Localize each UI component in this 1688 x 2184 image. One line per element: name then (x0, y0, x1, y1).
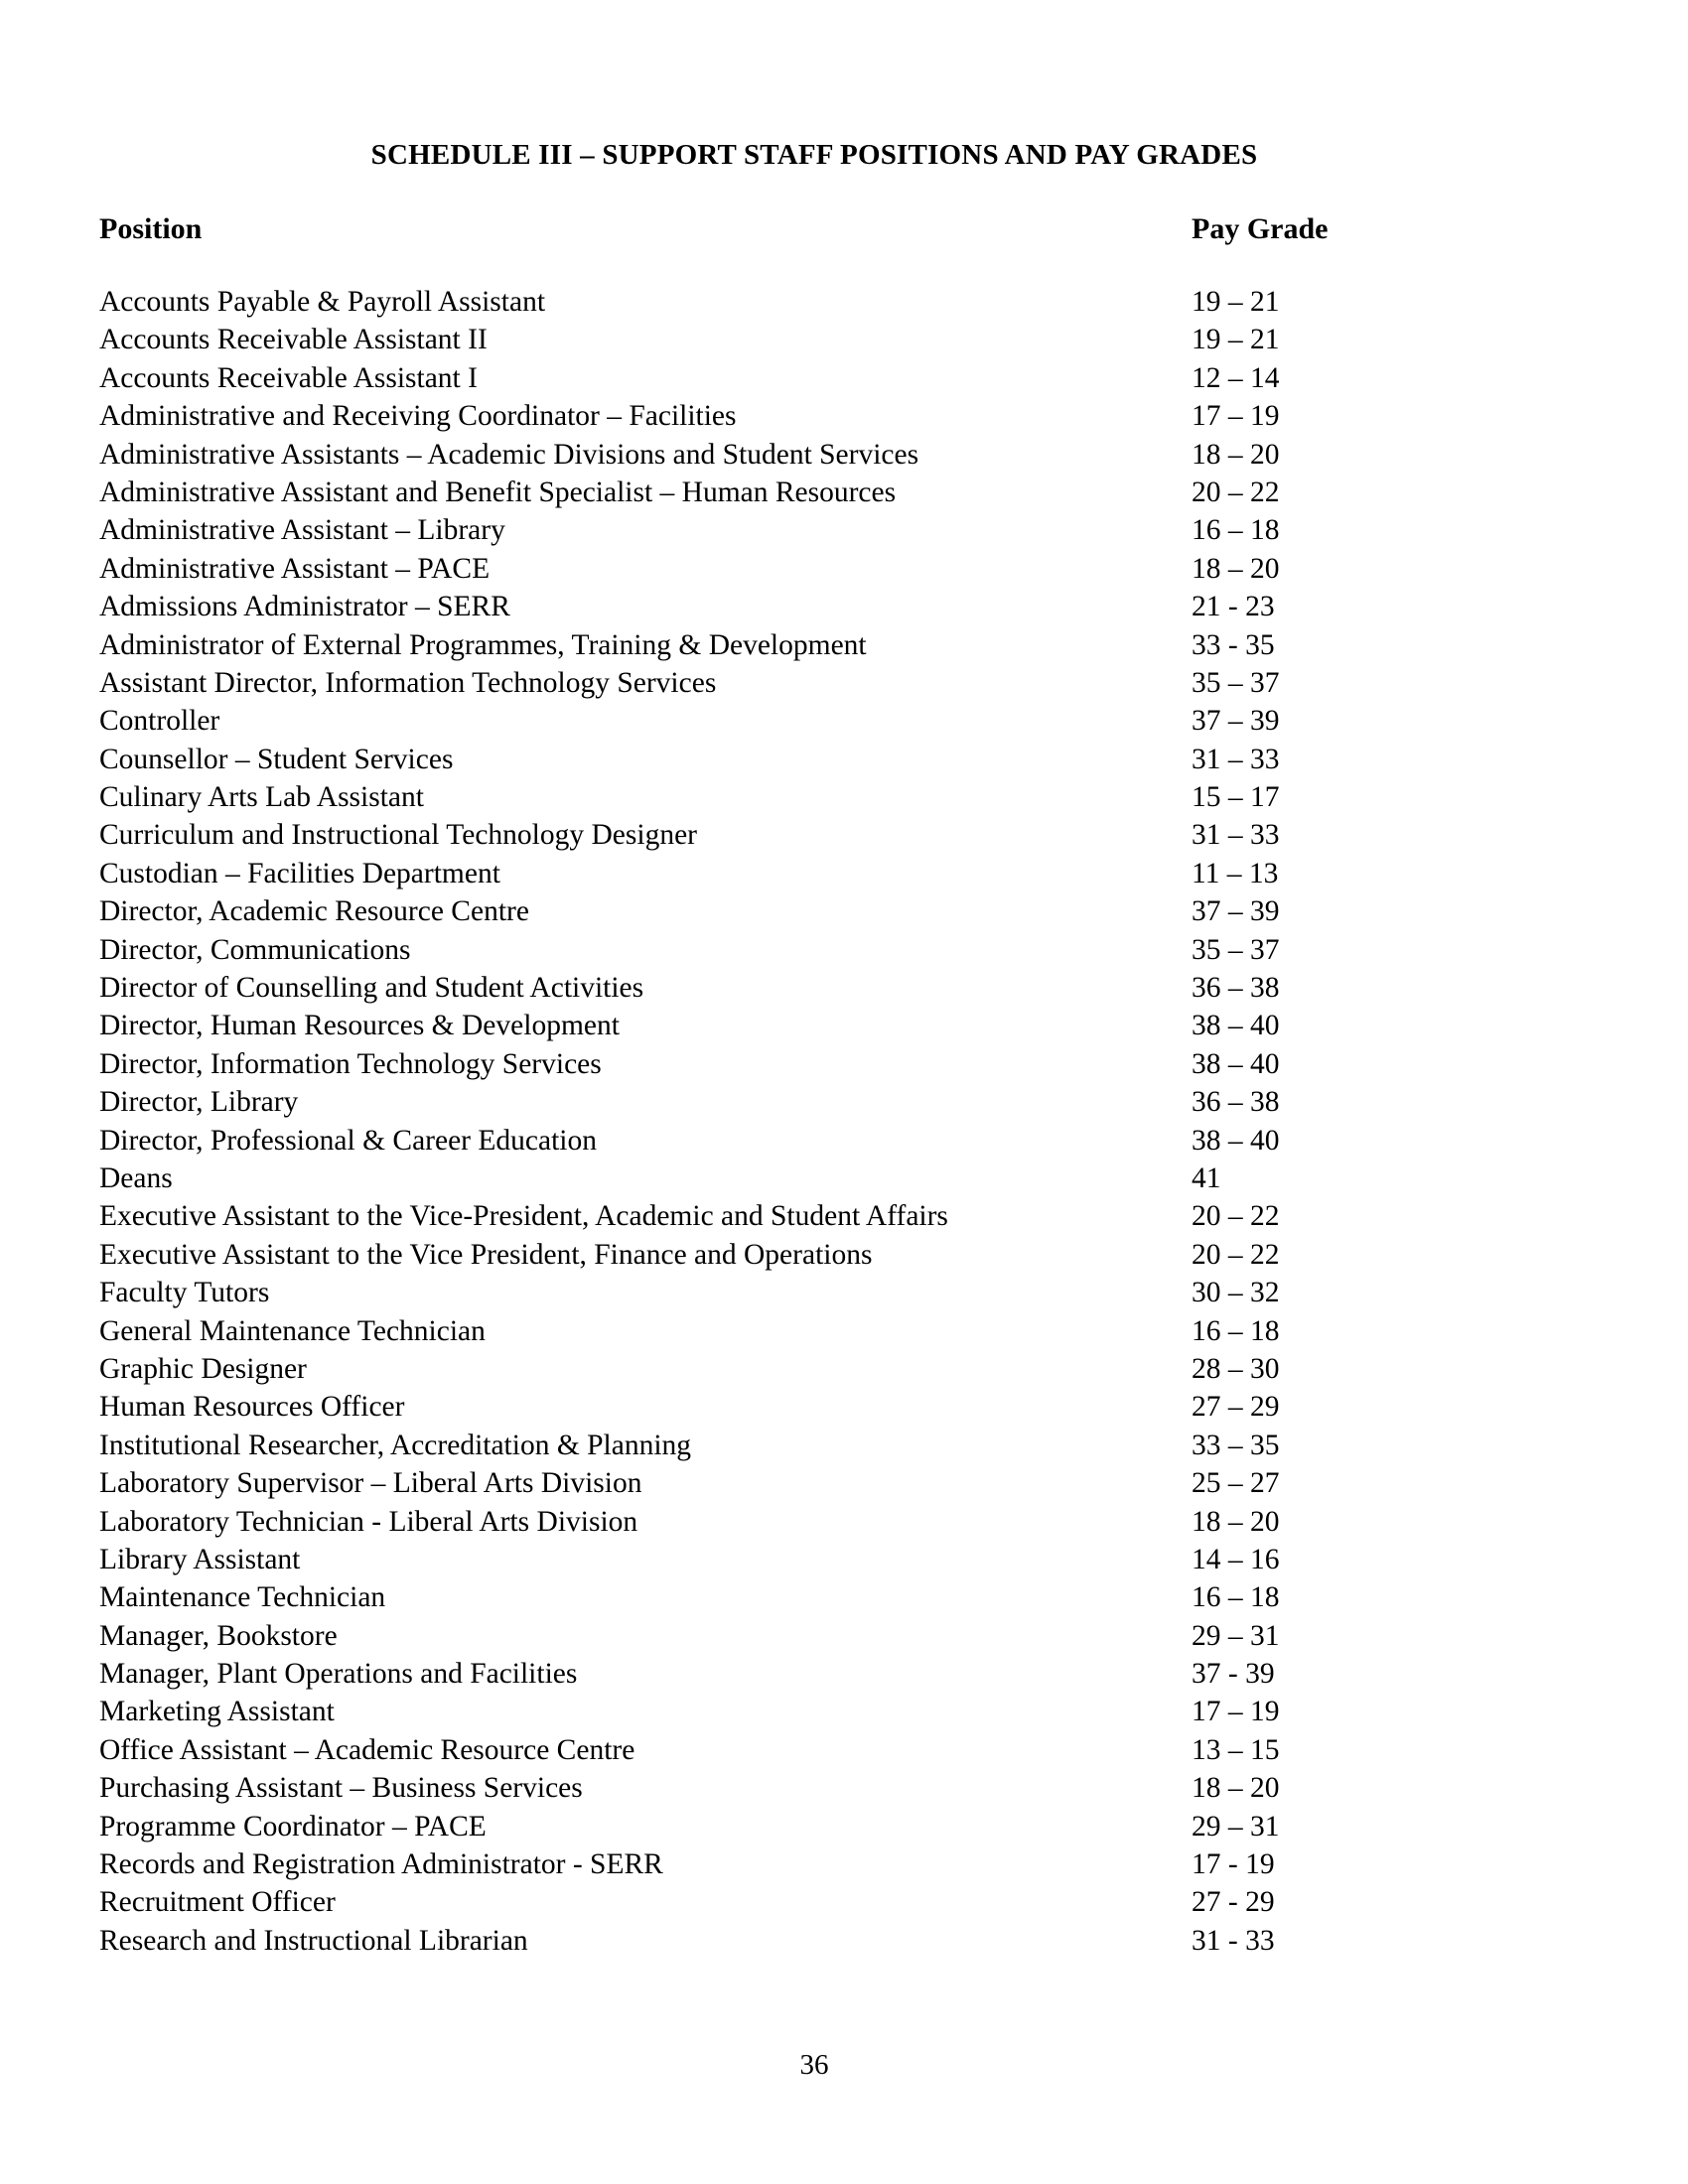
pay-grade-cell: 29 – 31 (1192, 1619, 1280, 1652)
table-row (0, 1239, 1688, 1277)
position-cell: Admissions Administrator – SERR (99, 591, 510, 623)
pay-grade-cell: 17 – 19 (1192, 400, 1280, 433)
pay-grade-cell: 11 – 13 (1192, 857, 1279, 889)
table-row (0, 1620, 1688, 1658)
pay-grade-cell: 18 – 20 (1192, 1772, 1280, 1805)
pay-grade-cell: 33 – 35 (1192, 1429, 1280, 1461)
position-cell: Administrative Assistant – Library (99, 514, 505, 547)
position-cell: Programme Coordinator – PACE (99, 1810, 487, 1843)
pay-grade-cell: 37 – 39 (1192, 895, 1280, 928)
table-row (0, 629, 1688, 667)
position-cell: Accounts Receivable Assistant I (99, 361, 478, 394)
position-cell: Director, Human Resources & Development (99, 1010, 620, 1042)
pay-grade-cell: 20 – 22 (1192, 1238, 1280, 1271)
pay-grade-cell: 20 – 22 (1192, 476, 1280, 508)
pay-grade-cell: 17 - 19 (1192, 1848, 1275, 1881)
pay-grade-cell: 28 – 30 (1192, 1352, 1280, 1385)
table-row (0, 1886, 1688, 1924)
table-row (0, 1391, 1688, 1429)
pay-grade-cell: 25 – 27 (1192, 1467, 1280, 1500)
position-cell: Director of Counselling and Student Activities (99, 972, 644, 1005)
position-cell: Human Resources Officer (99, 1391, 405, 1424)
pay-grade-cell: 27 - 29 (1192, 1886, 1275, 1919)
position-cell: Executive Assistant to the Vice-President, Academic and Student Affairs (99, 1200, 948, 1233)
position-cell: Administrative Assistant – PACE (99, 552, 491, 585)
table-row (0, 1696, 1688, 1733)
table-row (0, 744, 1688, 781)
table-row (0, 1315, 1688, 1353)
pay-grade-cell: 36 – 38 (1192, 1086, 1280, 1119)
position-cell: General Maintenance Technician (99, 1314, 486, 1347)
table-row (0, 667, 1688, 705)
position-cell: Office Assistant – Academic Resource Centre (99, 1733, 635, 1766)
position-cell: Director, Information Technology Services (99, 1047, 602, 1080)
page-title: SCHEDULE III – SUPPORT STAFF POSITIONS AND PAY GRADES (370, 139, 1258, 171)
position-cell: Graphic Designer (99, 1352, 307, 1385)
table-row (0, 1048, 1688, 1086)
position-cell: Director, Library (99, 1086, 299, 1119)
pay-grade-cell: 37 – 39 (1192, 705, 1280, 738)
table-row (0, 1544, 1688, 1581)
pay-grade-cell: 18 – 20 (1192, 1505, 1280, 1538)
table-row (0, 1162, 1688, 1200)
pay-grade-cell: 16 – 18 (1192, 1314, 1280, 1347)
table-row (0, 1010, 1688, 1047)
pay-grade-cell: 19 – 21 (1192, 286, 1280, 318)
position-cell: Research and Instructional Librarian (99, 1924, 528, 1957)
pay-grade-cell: 30 – 32 (1192, 1277, 1280, 1309)
pay-grade-cell: 16 – 18 (1192, 1581, 1280, 1614)
pay-grade-cell: 35 – 37 (1192, 666, 1280, 699)
table-row (0, 1734, 1688, 1772)
position-cell: Laboratory Technician - Liberal Arts Division (99, 1505, 638, 1538)
position-cell: Administrator of External Programmes, Training & Development (99, 628, 867, 661)
table-row (0, 705, 1688, 743)
table-row (0, 1506, 1688, 1544)
table-row (0, 1467, 1688, 1505)
position-cell: Manager, Plant Operations and Facilities (99, 1658, 578, 1691)
table-row (0, 934, 1688, 972)
pay-grade-cell: 37 - 39 (1192, 1658, 1275, 1691)
pay-grade-cell: 21 - 23 (1192, 591, 1275, 623)
position-cell: Maintenance Technician (99, 1581, 386, 1614)
table-row (0, 362, 1688, 400)
pay-grade-column-header: Pay Grade (1192, 212, 1329, 245)
pay-grade-cell: 38 – 40 (1192, 1047, 1280, 1080)
position-cell: Culinary Arts Lab Assistant (99, 781, 424, 814)
pay-grade-cell: 12 – 14 (1192, 361, 1280, 394)
pay-grade-cell: 38 – 40 (1192, 1124, 1280, 1157)
pay-grade-cell: 15 – 17 (1192, 781, 1280, 814)
table-row (0, 1086, 1688, 1124)
table-row (0, 972, 1688, 1010)
positions-table (0, 286, 1688, 1963)
position-cell: Laboratory Supervisor – Liberal Arts Division (99, 1467, 642, 1500)
pay-grade-cell: 31 – 33 (1192, 743, 1280, 775)
position-cell: Director, Communications (99, 933, 411, 966)
table-row (0, 1925, 1688, 1963)
pay-grade-cell: 13 – 15 (1192, 1733, 1280, 1766)
table-row (0, 1353, 1688, 1391)
pay-grade-cell: 41 (1192, 1161, 1221, 1194)
table-row (0, 819, 1688, 857)
pay-grade-cell: 14 – 16 (1192, 1543, 1280, 1575)
table-row (0, 781, 1688, 819)
position-cell: Counsellor – Student Services (99, 743, 454, 775)
table-row (0, 514, 1688, 552)
position-cell: Custodian – Facilities Department (99, 857, 500, 889)
pay-grade-cell: 31 – 33 (1192, 819, 1280, 852)
table-row (0, 477, 1688, 514)
page-number: 36 (799, 2049, 829, 2081)
table-row (0, 553, 1688, 591)
position-cell: Marketing Assistant (99, 1696, 335, 1728)
position-cell: Recruitment Officer (99, 1886, 336, 1919)
position-cell: Accounts Payable & Payroll Assistant (99, 286, 546, 318)
table-row (0, 324, 1688, 361)
position-cell: Administrative Assistants – Academic Divisions and Student Services (99, 438, 919, 471)
table-row (0, 1658, 1688, 1696)
table-row (0, 1277, 1688, 1314)
table-row (0, 1200, 1688, 1238)
table-row (0, 858, 1688, 895)
position-cell: Assistant Director, Information Technology Services (99, 666, 717, 699)
table-row (0, 1430, 1688, 1467)
table-row (0, 591, 1688, 628)
pay-grade-cell: 19 – 21 (1192, 324, 1280, 356)
position-cell: Administrative Assistant and Benefit Specialist – Human Resources (99, 476, 897, 508)
position-cell: Institutional Researcher, Accreditation & Planning (99, 1429, 692, 1461)
table-row (0, 439, 1688, 477)
position-cell: Administrative and Receiving Coordinator – Facilities (99, 400, 737, 433)
position-cell: Accounts Receivable Assistant II (99, 324, 488, 356)
pay-grade-cell: 33 - 35 (1192, 628, 1275, 661)
table-row (0, 1848, 1688, 1886)
position-cell: Director, Academic Resource Centre (99, 895, 529, 928)
position-cell: Manager, Bookstore (99, 1619, 338, 1652)
table-row (0, 1811, 1688, 1848)
table-row (0, 1125, 1688, 1162)
table-row (0, 895, 1688, 933)
position-column-header: Position (99, 212, 203, 245)
pay-grade-cell: 17 – 19 (1192, 1696, 1280, 1728)
table-row (0, 400, 1688, 438)
pay-grade-cell: 27 – 29 (1192, 1391, 1280, 1424)
position-cell: Controller (99, 705, 220, 738)
pay-grade-cell: 18 – 20 (1192, 552, 1280, 585)
position-cell: Purchasing Assistant – Business Services (99, 1772, 583, 1805)
position-cell: Director, Professional & Career Education (99, 1124, 597, 1157)
table-row (0, 1581, 1688, 1619)
position-cell: Records and Registration Administrator - SERR (99, 1848, 663, 1881)
table-row (0, 1772, 1688, 1810)
position-cell: Library Assistant (99, 1543, 301, 1575)
position-cell: Deans (99, 1161, 173, 1194)
position-cell: Faculty Tutors (99, 1277, 270, 1309)
table-row (0, 286, 1688, 324)
pay-grade-cell: 35 – 37 (1192, 933, 1280, 966)
pay-grade-cell: 36 – 38 (1192, 972, 1280, 1005)
pay-grade-cell: 31 - 33 (1192, 1924, 1275, 1957)
pay-grade-cell: 16 – 18 (1192, 514, 1280, 547)
pay-grade-cell: 29 – 31 (1192, 1810, 1280, 1843)
position-cell: Executive Assistant to the Vice President, Finance and Operations (99, 1238, 873, 1271)
pay-grade-cell: 20 – 22 (1192, 1200, 1280, 1233)
pay-grade-cell: 38 – 40 (1192, 1010, 1280, 1042)
pay-grade-cell: 18 – 20 (1192, 438, 1280, 471)
position-cell: Curriculum and Instructional Technology Designer (99, 819, 697, 852)
